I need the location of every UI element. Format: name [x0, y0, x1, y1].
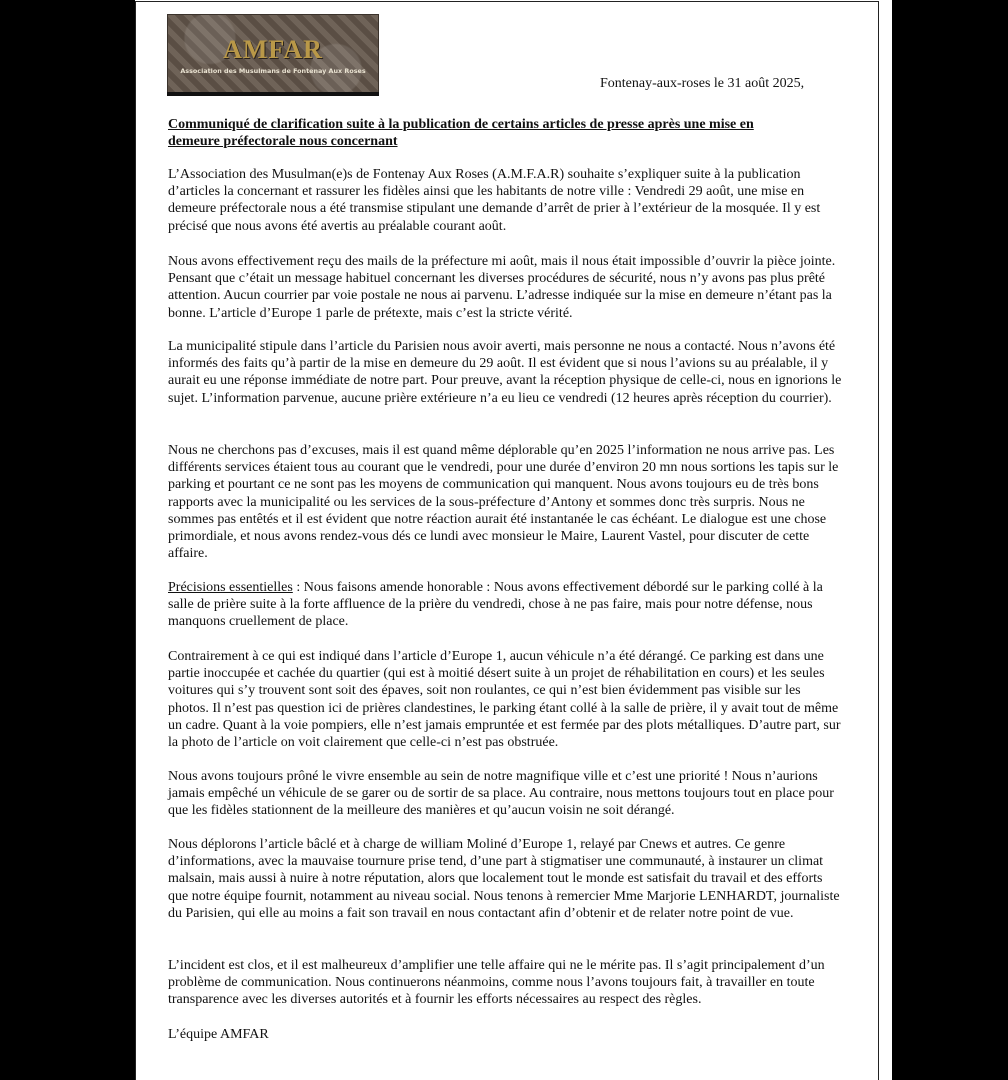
precisions-label: Précisions essentielles — [168, 580, 293, 595]
paragraph-conclusion: L’incident est clos, et il est malheureux d’amplifier une telle affaire qui ne le mérite pas. Il s’agit principalement d’un problème de communication. Nous continuerons néanmoins, comme nous l’avons toujours fait, à travailler en toute transparence avec les diverses autorités et à fournir les efforts nécessaires au respect des règles. — [168, 958, 825, 1008]
precisions-text: : Nous faisons amende honorable : Nous avons effectivement débordé sur le parking collé à la salle de prière suite à la forte affluence de la prière du vendredi, chose à ne pas faire, mais pour notre défense, nous manquons cruellement de place. — [168, 580, 823, 630]
date-line: Fontenay-aux-roses le 31 août 2025, — [600, 76, 805, 91]
paragraph-vivre-ensemble: Nous avons toujours prôné le vivre ensemble au sein de notre magnifique ville et c’est une priorité ! Nous n’aurions jamais empêché un véhicule de se garer ou de sortir de sa place. Au contraire, nous mettons toujours tout en place pour que les fidèles stationnent de la meilleure des manières et qu’aucun voisin ne soit dérangé. — [168, 769, 834, 819]
paragraph-press: Nous déplorons l’article bâclé et à charge de william Moliné d’Europe 1, relayé par Cnews et autres. Ce genre d’informations, avec la mauvaise tournure prise tend, d’une part à stigmatiser une communauté, à instaurer un climat malsain, mais aussi à nuire à notre réputation, alors que localement tout le monde est satisfait du travail et des efforts que notre équipe fournit, notamment au niveau social. Nous tenons à remercier Mme Marjorie LENHARDT, journaliste du Parisien, qui elle au moins a fait son travail en nous contactant afin d’obtenir et de relater notre point de vue. — [168, 837, 840, 921]
paragraph-excuses: Nous ne cherchons pas d’excuses, mais il est quand même déplorable qu’en 2025 l’information ne nous arrive pas. Les différents services étaient tous au courant que le vendredi, pour une durée d’environ 20 mn nous sortions les tapis sur le parking et pourtant ce ne sont pas les moyens de communication qui manquent. Nous avons toujours eu de très bons rapports avec la municipalité ou les services de la sous-préfecture d’Antony et sommes donc très surpris. Nous ne sommes pas entêtés et il est évident que notre réaction aurait été instantanée le cas échéant. Le dialogue est une chose primordiale, et nous avons rendez-vous dés ce lundi avec monsieur le Maire, Laurent Vastel, pour discuter de cette affaire. — [168, 443, 839, 562]
document-page — [135, 0, 892, 1080]
paragraph-intro: L’Association des Musulman(e)s de Fontenay Aux Roses (A.M.F.A.R) souhaite s’expliquer suite à la publication d’articles la concernant et rassurer les fidèles ainsi que les habitants de notre ville : Vendredi 29 août, une mise en demeure préfectorale nous a été transmise stipulant une demande d’arrêt de prier à l’extérieur de la mosquée. Il y est précisé que nous avons été avertis au préalable courant août. — [168, 167, 821, 234]
paragraph-mails: Nous avons effectivement reçu des mails de la préfecture mi août, mais il nous était impossible d’ouvrir la pièce jointe. Pensant que c’était un message habituel concernant les diverses procédures de sécurité, nous n’y avons pas plus prêté attention. Aucun courrier par voie postale ne nous ai parvenu. L’adresse indiquée sur la mise en demeure n’étant pas la bonne. L’article d’Europe 1 parle de prétexte, mais c’est la stricte vérité. — [168, 254, 836, 321]
amfar-logo — [167, 14, 379, 94]
logo-subtitle: Association des Musulmans de Fontenay Aux Roses — [180, 67, 366, 75]
paragraph-precisions — [168, 579, 844, 631]
logo-underline — [167, 92, 379, 96]
paragraph-municipality: La municipalité stipule dans l’article du Parisien nous avoir averti, mais personne ne nous a contacté. Nous n’avons été informés des faits qu’à partir de la mise en demeure du 29 août. Il est évident que si nous l’avions su au préalable, il y aurait eu une réponse immédiate de notre part. Pour preuve, avant la réception physique de celle-ci, nous en ignorions le sujet. L’information parvenue, aucune prière extérieure n’a eu lieu ce vendredi (12 heures après réception du courrier). — [168, 339, 842, 406]
signature: L’équipe AMFAR — [168, 1027, 269, 1042]
paragraph-parking: Contrairement à ce qui est indiqué dans l’article d’Europe 1, aucun véhicule n’a été dérangé. Ce parking est dans une partie inoccupée et cachée du quartier (qui est à moitié désert suite à un projet de réhabilitation en cours) et les seules voitures qui s’y trouvent sont soit des épaves, soit non roulantes, ce qui n’est bien évidemment pas visible sur les photos. Il n’est pas question ici de prières clandestines, le parking étant collé à la salle de prière, il y avait tout de même un cadre. Quant à la voie pompiers, elle n’est jamais empruntée et est fermée par des plots métalliques. D’autre part, sur la photo de l’article on voit clairement que celle-ci n’est pas obstruée. — [168, 649, 841, 751]
document-title: Communiqué de clarification suite à la publication de certains articles de presse après une mise en demeure préfectorale nous concernant — [168, 117, 754, 149]
logo-name: AMFAR — [223, 35, 323, 64]
